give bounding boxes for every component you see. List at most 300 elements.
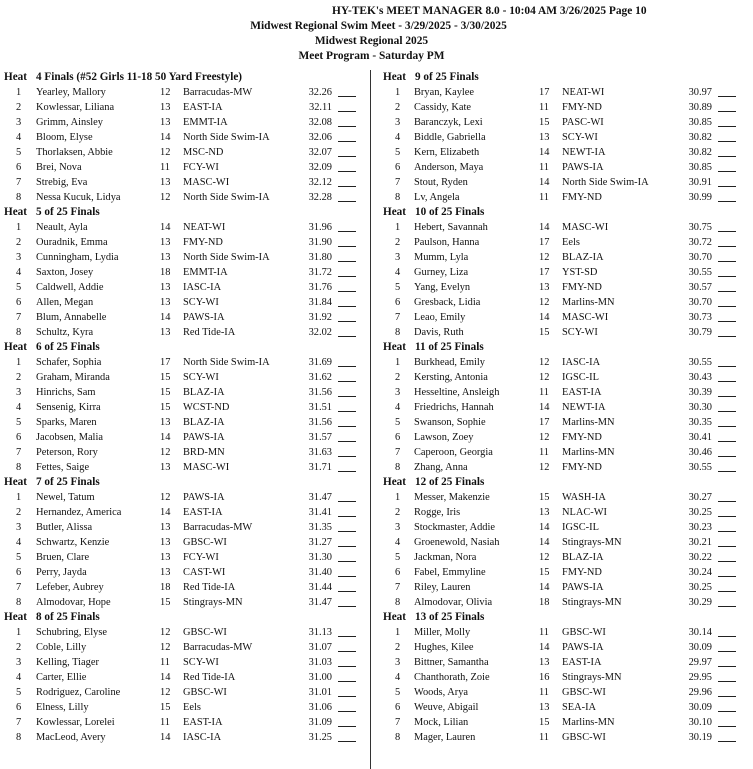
seed-time: 32.11 [309, 102, 332, 113]
lane-number: 5 [16, 147, 22, 158]
team-name: Red Tide-IA [183, 672, 236, 683]
entry-row [4, 250, 370, 265]
team-name: NLAC-WI [562, 507, 608, 518]
seed-time: 31.47 [308, 597, 332, 608]
entry-row [4, 130, 370, 145]
team-name: NEWT-IA [562, 147, 606, 158]
swimmer-name: Stockmaster, Addie [414, 522, 495, 533]
swimmer-name: Weuve, Abigail [414, 702, 479, 713]
seed-time: 31.06 [308, 702, 332, 713]
team-name: SCY-WI [562, 327, 598, 338]
result-blank-line [338, 595, 356, 607]
swimmer-name: Stout, Ryden [414, 177, 468, 188]
entry-row [383, 235, 749, 250]
swimmer-name: Blum, Annabelle [36, 312, 107, 323]
seed-time: 31.76 [308, 282, 332, 293]
seed-time: 30.25 [688, 507, 712, 518]
seed-time: 31.01 [308, 687, 332, 698]
swimmer-name: Messer, Makenzie [414, 492, 490, 503]
seed-time: 30.97 [688, 87, 712, 98]
result-blank-line [338, 280, 356, 292]
heat-title-text: 12 of 25 Finals [415, 476, 485, 488]
swimmer-age: 13 [160, 117, 171, 128]
swimmer-name: Chanthorath, Zoie [414, 672, 490, 683]
swimmer-age: 12 [539, 552, 550, 563]
swimmer-age: 16 [539, 672, 550, 683]
lane-number: 7 [395, 717, 401, 728]
swimmer-name: Schultz, Kyra [36, 327, 94, 338]
swimmer-age: 15 [160, 402, 171, 413]
heat-title [383, 205, 749, 220]
team-name: FMY-ND [562, 102, 602, 113]
swimmer-age: 14 [539, 177, 550, 188]
swimmer-age: 14 [160, 432, 171, 443]
result-blank-line [718, 625, 736, 637]
result-blank-line [718, 145, 736, 157]
result-blank-line [718, 490, 736, 502]
team-name: FMY-ND [562, 282, 602, 293]
team-name: GBSC-WI [562, 732, 606, 743]
team-name: GBSC-WI [562, 627, 606, 638]
lane-number: 2 [16, 237, 22, 248]
swimmer-name: Allen, Megan [36, 297, 94, 308]
team-name: BRD-MN [183, 447, 225, 458]
swimmer-age: 11 [539, 627, 550, 638]
team-name: Barracudas-MW [183, 522, 253, 533]
entry-row [383, 460, 749, 475]
left-column [4, 70, 370, 745]
seed-time: 31.00 [308, 672, 332, 683]
seed-time: 31.71 [308, 462, 332, 473]
result-blank-line [338, 700, 356, 712]
swimmer-age: 13 [160, 552, 171, 563]
swimmer-name: Peterson, Rory [36, 447, 98, 458]
heat-title [4, 610, 370, 625]
swimmer-name: Kelling, Tiager [36, 657, 99, 668]
seed-time: 30.73 [688, 312, 712, 323]
swimmer-name: Biddle, Gabriella [414, 132, 486, 143]
entry-row [4, 310, 370, 325]
entry-row [4, 520, 370, 535]
team-name: Marlins-MN [562, 717, 615, 728]
team-name: BLAZ-IA [183, 387, 225, 398]
result-blank-line [338, 670, 356, 682]
result-blank-line [718, 130, 736, 142]
swimmer-age: 12 [160, 492, 171, 503]
entry-row [383, 490, 749, 505]
result-blank-line [338, 115, 356, 127]
lane-number: 7 [395, 177, 401, 188]
swimmer-age: 13 [539, 132, 550, 143]
seed-time: 31.44 [308, 582, 332, 593]
swimmer-age: 13 [160, 327, 171, 338]
result-blank-line [718, 325, 736, 337]
team-name: SEA-IA [562, 702, 597, 713]
lane-number: 2 [16, 372, 22, 383]
swimmer-name: Anderson, Maya [414, 162, 484, 173]
lane-number: 8 [16, 462, 22, 473]
entry-row [383, 565, 749, 580]
lane-number: 7 [16, 312, 22, 323]
swimmer-age: 14 [539, 402, 550, 413]
swimmer-age: 17 [539, 237, 550, 248]
team-name: EAST-IA [562, 387, 602, 398]
seed-time: 32.12 [308, 177, 332, 188]
team-name: PAWS-IA [183, 432, 225, 443]
team-name: Barracudas-MW [183, 87, 253, 98]
swimmer-name: Neault, Ayla [36, 222, 88, 233]
lane-number: 3 [395, 522, 401, 533]
swimmer-name: Hinrichs, Sam [36, 387, 96, 398]
lane-number: 6 [16, 567, 22, 578]
team-name: IASC-IA [183, 732, 222, 743]
team-name: SCY-WI [183, 657, 219, 668]
entry-row [383, 130, 749, 145]
team-name: GBSC-WI [183, 537, 227, 548]
team-name: YST-SD [562, 267, 598, 278]
swimmer-name: Thorlaksen, Abbie [36, 147, 113, 158]
team-name: EAST-IA [183, 507, 223, 518]
entry-row [4, 550, 370, 565]
result-blank-line [718, 550, 736, 562]
swimmer-name: Mumm, Lyla [414, 252, 469, 263]
team-name: IGSC-IL [562, 522, 599, 533]
result-blank-line [338, 85, 356, 97]
heat-title [4, 205, 370, 220]
swimmer-name: Yang, Evelyn [414, 282, 471, 293]
seed-time: 32.02 [308, 327, 332, 338]
entry-row [4, 145, 370, 160]
entry-row [383, 700, 749, 715]
result-blank-line [718, 520, 736, 532]
result-blank-line [338, 430, 356, 442]
team-name: PASC-WI [562, 117, 604, 128]
entry-row [4, 400, 370, 415]
seed-time: 31.25 [308, 732, 332, 743]
swimmer-age: 12 [160, 147, 171, 158]
swimmer-name: Swanson, Sophie [414, 417, 486, 428]
lane-number: 7 [395, 447, 401, 458]
entry-row [383, 685, 749, 700]
swimmer-name: Saxton, Josey [36, 267, 94, 278]
result-blank-line [718, 445, 736, 457]
result-blank-line [338, 445, 356, 457]
entry-row [383, 100, 749, 115]
heat-block [383, 205, 749, 340]
seed-time: 32.06 [308, 132, 332, 143]
swimmer-name: Schafer, Sophia [36, 357, 102, 368]
entry-row [4, 160, 370, 175]
swimmer-age: 13 [160, 252, 171, 263]
lane-number: 4 [16, 402, 22, 413]
swimmer-age: 14 [539, 147, 550, 158]
seed-time: 31.51 [308, 402, 332, 413]
entry-row [4, 280, 370, 295]
lane-number: 6 [395, 567, 401, 578]
lane-number: 5 [395, 417, 401, 428]
seed-time: 30.57 [688, 282, 712, 293]
swimmer-age: 15 [160, 372, 171, 383]
result-blank-line [338, 415, 356, 427]
seed-time: 31.09 [308, 717, 332, 728]
swimmer-age: 14 [539, 312, 550, 323]
seed-time: 30.23 [688, 522, 712, 533]
lane-number: 7 [395, 582, 401, 593]
seed-time: 30.30 [688, 402, 712, 413]
heat-block [4, 340, 370, 475]
result-blank-line [338, 355, 356, 367]
entry-row [4, 490, 370, 505]
result-blank-line [718, 580, 736, 592]
swimmer-name: Gresback, Lidia [414, 297, 481, 308]
lane-number: 4 [395, 537, 401, 548]
result-blank-line [338, 370, 356, 382]
team-name: Eels [183, 702, 201, 713]
result-blank-line [338, 565, 356, 577]
lane-number: 1 [16, 87, 22, 98]
heat-label: Heat [383, 71, 406, 83]
team-name: Red Tide-IA [183, 327, 236, 338]
seed-time: 32.08 [308, 117, 332, 128]
seed-time: 30.91 [688, 177, 712, 188]
swimmer-name: Lv, Angela [414, 192, 460, 203]
entry-row [4, 655, 370, 670]
entry-row [383, 355, 749, 370]
heat-title-text: 5 of 25 Finals [36, 206, 100, 218]
entry-row [383, 190, 749, 205]
result-blank-line [338, 580, 356, 592]
team-name: IASC-IA [183, 282, 222, 293]
entry-row [4, 85, 370, 100]
swimmer-name: Bloom, Elyse [36, 132, 93, 143]
swimmer-name: Mock, Lilian [414, 717, 469, 728]
result-blank-line [718, 85, 736, 97]
seed-time: 30.24 [688, 567, 712, 578]
team-name: CAST-WI [183, 567, 226, 578]
swimmer-name: Coble, Lilly [36, 642, 87, 653]
entry-row [4, 505, 370, 520]
entry-row [4, 580, 370, 595]
lane-number: 5 [395, 147, 401, 158]
swimmer-age: 12 [539, 297, 550, 308]
swimmer-age: 12 [539, 432, 550, 443]
swimmer-age: 17 [539, 267, 550, 278]
swimmer-age: 13 [160, 567, 171, 578]
swimmer-name: Kowlessar, Lorelei [36, 717, 115, 728]
swimmer-name: Perry, Jayda [36, 567, 87, 578]
result-blank-line [338, 190, 356, 202]
result-blank-line [718, 415, 736, 427]
swimmer-name: Sparks, Maren [36, 417, 97, 428]
result-blank-line [338, 505, 356, 517]
lane-number: 2 [395, 507, 401, 518]
seed-time: 30.85 [688, 117, 712, 128]
swimmer-age: 15 [160, 597, 171, 608]
swimmer-name: Grimm, Ainsley [36, 117, 103, 128]
seed-time: 30.25 [688, 582, 712, 593]
swimmer-age: 18 [160, 582, 171, 593]
entry-row [4, 595, 370, 610]
entry-row [383, 535, 749, 550]
meet-subtitle: Midwest Regional 2025 [314, 35, 429, 47]
seed-time: 31.80 [308, 252, 332, 263]
swimmer-name: Fabel, Emmyline [414, 567, 486, 578]
result-blank-line [718, 115, 736, 127]
swimmer-name: Mager, Lauren [414, 732, 476, 743]
swimmer-name: Hughes, Kilee [414, 642, 474, 653]
team-name: MASC-WI [183, 462, 230, 473]
seed-time: 29.96 [688, 687, 712, 698]
swimmer-name: Paulson, Hanna [414, 237, 480, 248]
result-blank-line [338, 100, 356, 112]
result-blank-line [718, 280, 736, 292]
seed-time: 30.22 [688, 552, 712, 563]
swimmer-age: 13 [160, 237, 171, 248]
entry-row [4, 640, 370, 655]
seed-time: 30.14 [688, 627, 712, 638]
team-name: EAST-IA [183, 717, 223, 728]
result-blank-line [338, 265, 356, 277]
team-name: FMY-ND [562, 462, 602, 473]
seed-time: 30.39 [688, 387, 712, 398]
seed-time: 31.90 [308, 237, 332, 248]
team-name: North Side Swim-IA [183, 252, 270, 263]
lane-number: 8 [16, 732, 22, 743]
entry-row [383, 445, 749, 460]
entry-row [4, 325, 370, 340]
heat-block [4, 610, 370, 745]
session-title: Meet Program - Saturday PM [298, 50, 445, 62]
team-name: Stingrays-MN [562, 597, 622, 608]
swimmer-age: 12 [160, 627, 171, 638]
lane-number: 5 [16, 417, 22, 428]
entry-row [4, 190, 370, 205]
seed-time: 31.41 [308, 507, 332, 518]
heat-title-text: 9 of 25 Finals [415, 71, 479, 83]
entry-row [4, 355, 370, 370]
entry-row [4, 415, 370, 430]
team-name: EMMT-IA [183, 117, 228, 128]
heat-block [4, 205, 370, 340]
heat-title-text: 8 of 25 Finals [36, 611, 100, 623]
seed-time: 31.96 [308, 222, 332, 233]
swimmer-age: 11 [160, 162, 171, 173]
team-name: NEWT-IA [562, 402, 606, 413]
lane-number: 2 [395, 642, 401, 653]
swimmer-name: Hesseltine, Ansleigh [414, 387, 500, 398]
entry-row [383, 295, 749, 310]
lane-number: 2 [16, 102, 22, 113]
result-blank-line [718, 370, 736, 382]
seed-time: 30.79 [688, 327, 712, 338]
swimmer-age: 11 [539, 687, 550, 698]
swimmer-age: 11 [539, 732, 550, 743]
entry-row [4, 370, 370, 385]
seed-time: 30.75 [688, 222, 712, 233]
team-name: FMY-ND [562, 567, 602, 578]
result-blank-line [338, 550, 356, 562]
swimmer-name: Leao, Emily [414, 312, 466, 323]
team-name: Red Tide-IA [183, 582, 236, 593]
lane-number: 6 [395, 432, 401, 443]
swimmer-age: 15 [539, 717, 550, 728]
swimmer-age: 14 [160, 672, 171, 683]
swimmer-age: 14 [160, 732, 171, 743]
team-name: FMY-ND [562, 432, 602, 443]
heat-block [4, 475, 370, 610]
heat-label: Heat [383, 611, 406, 623]
lane-number: 4 [16, 132, 22, 143]
swimmer-age: 13 [160, 537, 171, 548]
heat-title-text: 4 Finals (#52 Girls 11-18 50 Yard Freestyle) [36, 71, 243, 83]
team-name: Eels [562, 237, 580, 248]
entry-row [383, 520, 749, 535]
heat-title-text: 13 of 25 Finals [415, 611, 485, 623]
team-name: MASC-WI [183, 177, 230, 188]
lane-number: 1 [395, 222, 401, 233]
team-name: BLAZ-IA [562, 252, 604, 263]
swimmer-name: Jacobsen, Malia [36, 432, 103, 443]
team-name: Stingrays-MN [562, 672, 622, 683]
heat-label: Heat [383, 341, 406, 353]
swimmer-name: Ouradnik, Emma [36, 237, 108, 248]
swimmer-age: 14 [539, 222, 550, 233]
result-blank-line [718, 355, 736, 367]
result-blank-line [718, 685, 736, 697]
result-blank-line [338, 385, 356, 397]
lane-number: 6 [16, 432, 22, 443]
swimmer-age: 15 [539, 327, 550, 338]
result-blank-line [718, 400, 736, 412]
heat-title [383, 610, 749, 625]
lane-number: 6 [395, 297, 401, 308]
entry-row [4, 715, 370, 730]
team-name: GBSC-WI [183, 627, 227, 638]
swimmer-age: 14 [539, 522, 550, 533]
entry-row [4, 175, 370, 190]
heat-title [4, 70, 370, 85]
team-name: FCY-WI [183, 552, 219, 563]
entry-row [4, 460, 370, 475]
team-name: MASC-WI [562, 312, 609, 323]
swimmer-age: 15 [160, 387, 171, 398]
heat-label: Heat [383, 476, 406, 488]
entry-row [383, 85, 749, 100]
heat-label: Heat [4, 341, 27, 353]
swimmer-name: Brei, Nova [36, 162, 82, 173]
swimmer-name: Cunningham, Lydia [36, 252, 119, 263]
entry-row [383, 325, 749, 340]
lane-number: 8 [395, 192, 401, 203]
team-name: WASH-IA [562, 492, 606, 503]
swimmer-name: Lawson, Zoey [414, 432, 474, 443]
lane-number: 7 [16, 177, 22, 188]
team-name: FCY-WI [183, 162, 219, 173]
result-blank-line [338, 535, 356, 547]
result-blank-line [718, 385, 736, 397]
seed-time: 31.62 [308, 372, 332, 383]
swimmer-age: 15 [539, 117, 550, 128]
team-name: IGSC-IL [562, 372, 599, 383]
result-blank-line [338, 655, 356, 667]
seed-time: 30.72 [688, 237, 712, 248]
heat-title-text: 7 of 25 Finals [36, 476, 100, 488]
team-name: NEAT-WI [183, 222, 226, 233]
result-blank-line [718, 700, 736, 712]
entry-row [4, 265, 370, 280]
swimmer-name: Woods, Arya [414, 687, 468, 698]
seed-time: 31.30 [308, 552, 332, 563]
